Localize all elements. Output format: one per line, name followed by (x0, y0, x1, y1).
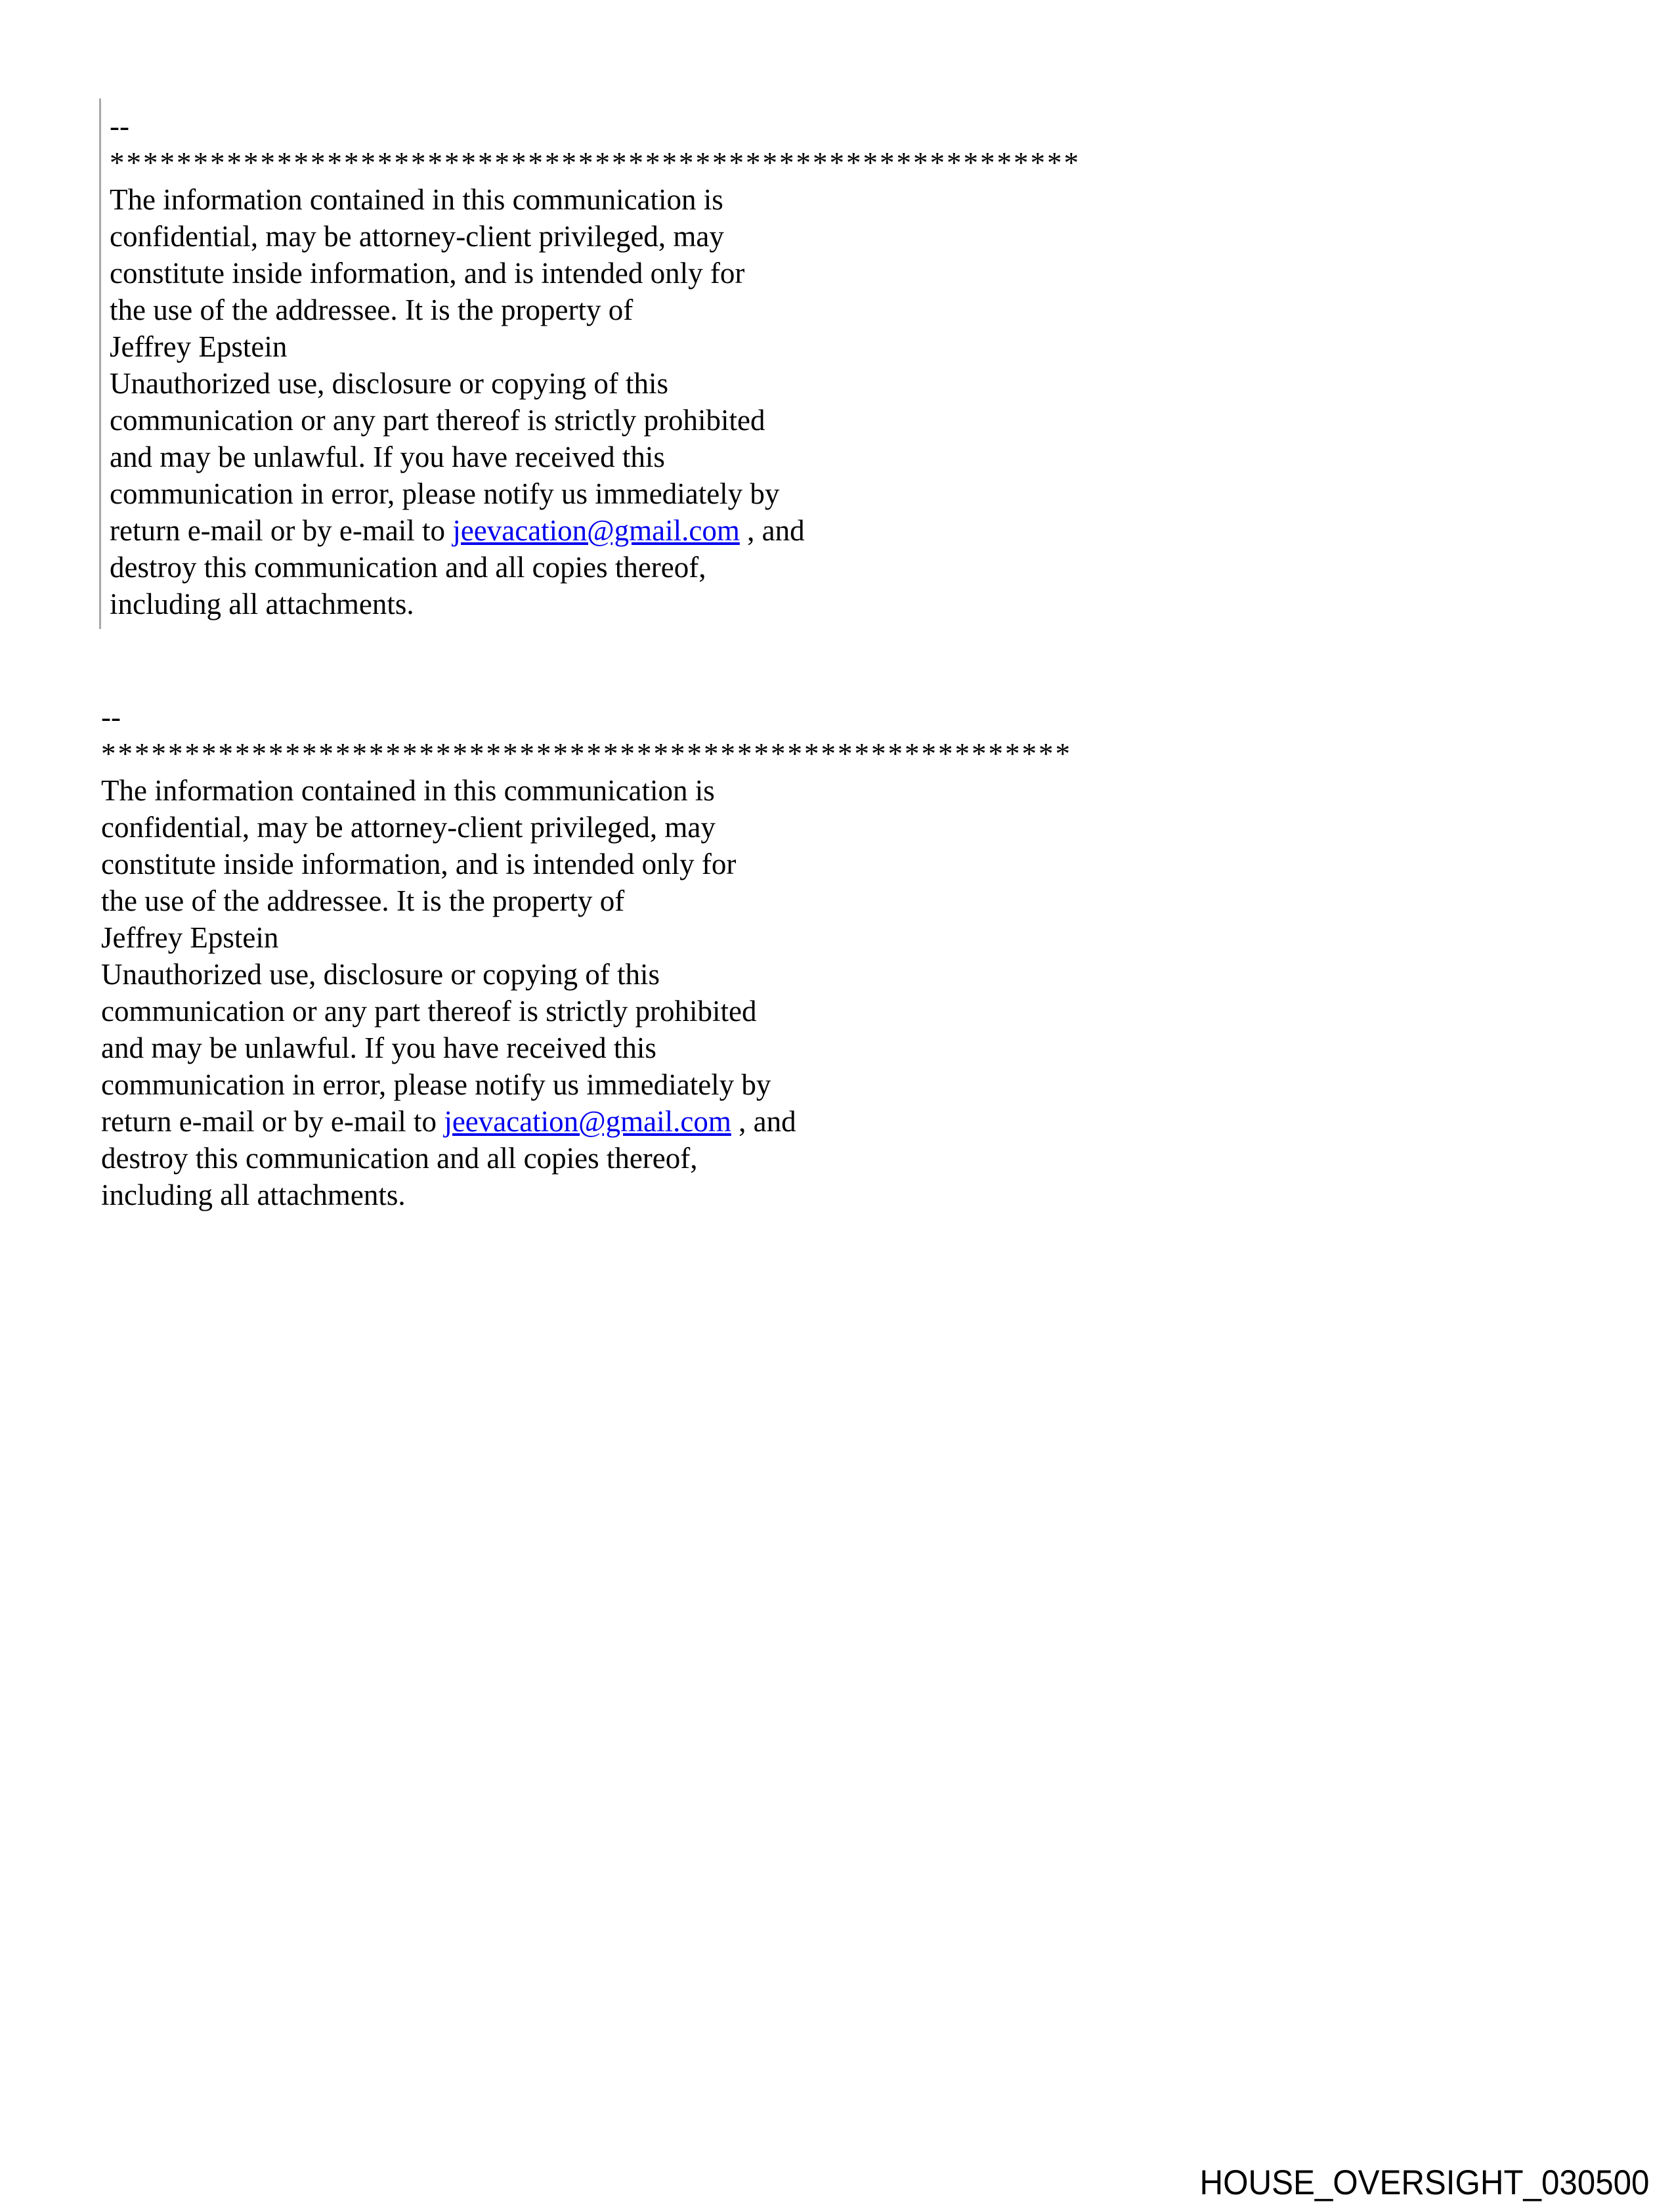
disclaimer-block (101, 699, 1072, 1213)
link-line-suffix: , and (739, 514, 805, 547)
disclaimer-line: constitute inside information, and is intended only for (101, 848, 737, 880)
disclaimer-line: the use of the addressee. It is the property of (101, 884, 625, 917)
disclaimer-line: Unauthorized use, disclosure or copying of this (110, 367, 669, 400)
disclaimer-line: communication in error, please notify us immediately by (110, 477, 780, 510)
bates-number: HOUSE_OVERSIGHT_030500 (1199, 2163, 1649, 2202)
disclaimer-line: Jeffrey Epstein (110, 330, 288, 363)
disclaimer-line: communication or any part thereof is strictly prohibited (101, 995, 757, 1028)
disclaimer-line: destroy this communication and all copies thereof, (110, 551, 706, 584)
disclaimer-line: The information contained in this communication is (110, 183, 723, 216)
quoted-disclaimer-block (99, 98, 1107, 629)
disclaimer-line: the use of the addressee. It is the property of (110, 293, 633, 326)
disclaimer-line: communication or any part thereof is strictly prohibited (110, 404, 765, 437)
signature-separator: -- (110, 110, 129, 142)
disclaimer-line: communication in error, please notify us immediately by (101, 1068, 771, 1101)
disclaimer-line: destroy this communication and all copies thereof, (101, 1142, 698, 1175)
disclaimer-line: including all attachments. (101, 1179, 406, 1211)
link-line-prefix: return e-mail or by e-mail to (101, 1105, 444, 1138)
asterisk-divider: ********************************************************** (110, 146, 1081, 179)
link-line-prefix: return e-mail or by e-mail to (110, 514, 453, 547)
disclaimer-link-line (110, 512, 1081, 549)
disclaimer-line: confidential, may be attorney-client privileged, may (101, 811, 716, 844)
disclaimer-link-line (101, 1103, 1072, 1140)
disclaimer-line: Unauthorized use, disclosure or copying of this (101, 958, 660, 991)
signature-separator: -- (101, 701, 121, 733)
disclaimer-line: constitute inside information, and is intended only for (110, 257, 745, 290)
disclaimer-line: and may be unlawful. If you have received this (101, 1031, 656, 1064)
email-link[interactable]: jeevacation@gmail.com (452, 514, 740, 547)
email-link[interactable]: jeevacation@gmail.com (444, 1105, 731, 1138)
disclaimer-line: confidential, may be attorney-client privileged, may (110, 220, 724, 253)
disclaimer-line: and may be unlawful. If you have received this (110, 441, 665, 473)
disclaimer-line: The information contained in this communication is (101, 774, 715, 807)
asterisk-divider: ********************************************************** (101, 737, 1072, 770)
link-line-suffix: , and (731, 1105, 796, 1138)
disclaimer-line: including all attachments. (110, 588, 414, 620)
disclaimer-line: Jeffrey Epstein (101, 921, 279, 954)
